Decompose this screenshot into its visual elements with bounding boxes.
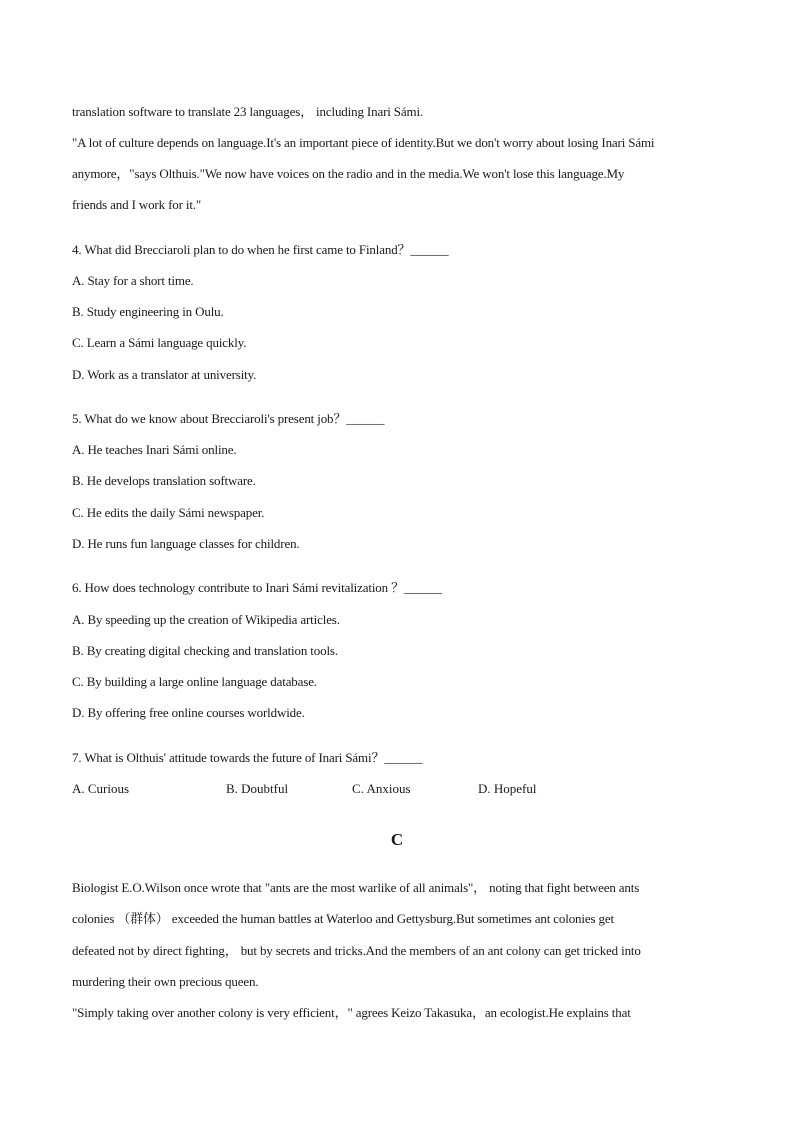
question-5-option-c: C. He edits the daily Sámi newspaper. [72,505,265,520]
question-5-stem: 5. What do we know about Brecciaroli's present job？______ [72,411,385,426]
question-7-option-d: D. Hopeful [478,781,537,796]
question-4-stem: 4. What did Brecciaroli plan to do when he first came to Finland？______ [72,242,449,257]
question-4-option-a: A. Stay for a short time. [72,273,194,288]
question-7-option-b: B. Doubtful [226,781,289,796]
question-7-option-a: A. Curious [72,781,130,796]
passage-text-line: colonies （群体） exceeded the human battles at Waterloo and Gettysburg.But sometimes ant colonies get [72,911,614,926]
question-5-option-a: A. He teaches Inari Sámi online. [72,442,237,457]
question-4-option-c: C. Learn a Sámi language quickly. [72,335,247,350]
passage-text-line: Biologist E.O.Wilson once wrote that "ants are the most warlike of all animals"， noting that fight between ants [72,880,640,895]
question-5-option-d: D. He runs fun language classes for children. [72,536,300,551]
question-6-option-d: D. By offering free online courses worldwide. [72,705,305,720]
question-6-stem: 6. How does technology contribute to Inari Sámi revitalization ？______ [72,580,443,595]
section-heading: C [390,830,404,849]
question-6-option-a: A. By speeding up the creation of Wikipedia articles. [72,612,340,627]
question-4-option-d: D. Work as a translator at university. [72,367,257,382]
passage-text-line: friends and I work for it." [72,197,202,212]
question-6-option-b: B. By creating digital checking and translation tools. [72,643,338,658]
passage-text-line: translation software to translate 23 languages， including Inari Sámi. [72,104,424,119]
question-6-option-c: C. By building a large online language database. [72,674,317,689]
question-4-option-b: B. Study engineering in Oulu. [72,304,224,319]
question-7-option-c: C. Anxious [352,781,411,796]
passage-text-line: murdering their own precious queen. [72,974,259,989]
passage-text-line: "A lot of culture depends on language.It's an important piece of identity.But we don't worry about losing Inari Sámi [72,135,655,150]
question-5-option-b: B. He develops translation software. [72,473,256,488]
passage-text-line: anymore，"says Olthuis."We now have voices on the radio and in the media.We won't lose this language.My [72,166,625,181]
passage-text-line: defeated not by direct fighting， but by secrets and tricks.And the members of an ant colony can get tricked into [72,943,641,958]
passage-text-line: "Simply taking over another colony is very efficient，" agrees Keizo Takasuka，an ecologist.He explains that [72,1005,631,1020]
question-7-stem: 7. What is Olthuis' attitude towards the future of Inari Sámi？______ [72,750,423,765]
